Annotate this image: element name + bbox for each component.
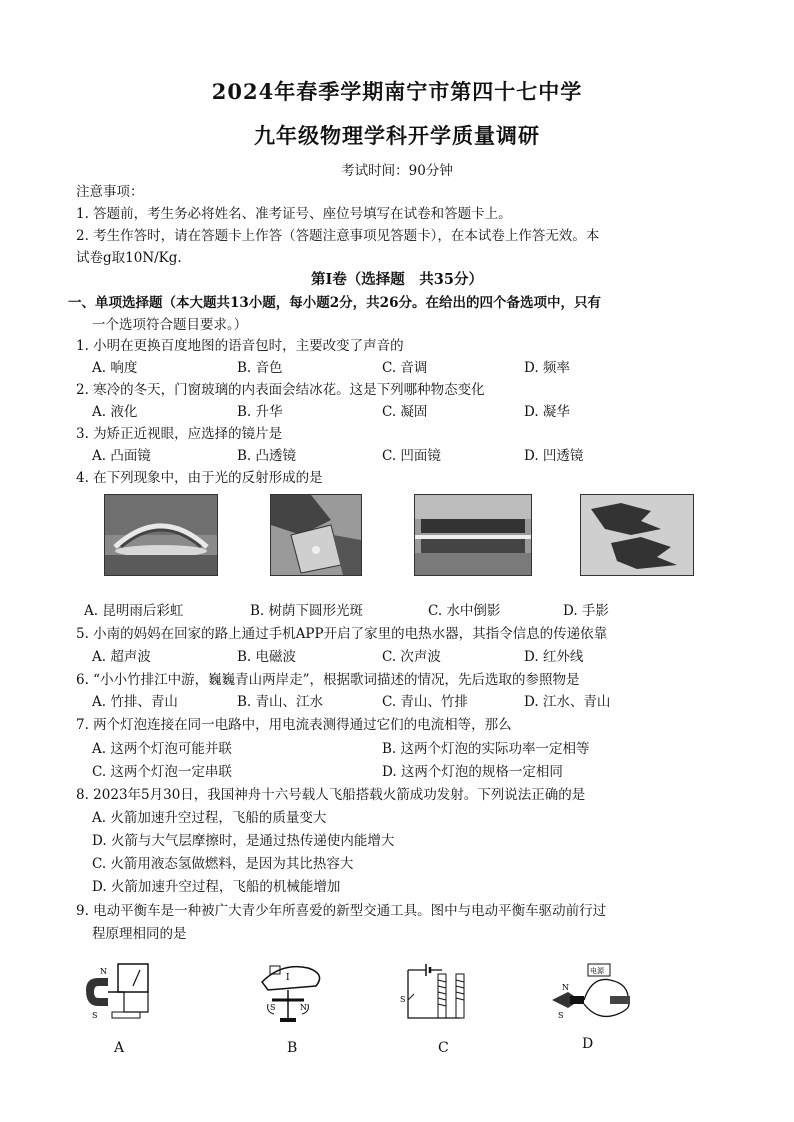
option-d: D. 凹透镜 (524, 448, 584, 464)
notes-item-2: 2. 考生作答时，请在答题卡上作答（答题注意事项见答题卡），在本试卷上作答无效。本 (76, 228, 600, 244)
option-d: D. 这两个灯泡的规格一定相同 (382, 764, 563, 780)
part-heading: 一、单项选择题（本大题共13小题，每小题2分，共26分。在给出的四个备选项中，只有 (68, 295, 601, 311)
option-c: C. 这两个灯泡一定串联 (92, 764, 232, 780)
question-8-stem: 8. 2023年5月30日，我国神舟十六号载人飞船搭载火箭成功发射。下列说法正确的是 (76, 787, 586, 803)
question-1-stem: 1. 小明在更换百度地图的语音包时，主要改变了声音的 (76, 338, 404, 354)
option-b: B. 升华 (237, 404, 283, 420)
question-4-option-a: A. 昆明雨后彩虹 (84, 603, 184, 619)
option-d: D. 频率 (524, 360, 570, 376)
option-a: A. 凸面镜 (92, 448, 151, 464)
figure-label-c: C (438, 1040, 449, 1056)
question-8-option-c: C. 火箭用液态氢做燃料，是因为其比热容大 (92, 856, 354, 872)
option-a: A. 这两个灯泡可能并联 (92, 741, 232, 757)
figure-c-electromagnet (400, 960, 480, 1028)
label-i: I (286, 973, 290, 983)
label-n: N (562, 983, 569, 992)
label-n: N (100, 967, 107, 976)
option-b: B. 这两个灯泡的实际功率一定相等 (382, 741, 590, 757)
figure-label-b: B (287, 1040, 298, 1056)
exam-subtitle: 九年级物理学科开学质量调研 (254, 123, 540, 148)
option-c: C. 音调 (382, 360, 428, 376)
notes-item-1: 1. 答题前，考生务必将姓名、准考证号、座位号填写在试卷和答题卡上。 (76, 206, 512, 222)
label-s: S (558, 1011, 564, 1020)
option-a: A. 响度 (92, 360, 138, 376)
option-c: C. 次声波 (382, 649, 441, 665)
question-4-option-d: D. 手影 (563, 603, 609, 619)
question-7-stem: 7. 两个灯泡连接在同一电路中，用电流表测得通过它们的电流相等，那么 (76, 717, 512, 733)
option-d: D. 红外线 (524, 649, 584, 665)
question-6-options (92, 690, 742, 710)
question-7-options-row1 (92, 737, 742, 757)
notes-heading: 注意事项： (76, 184, 144, 200)
figure-d-motor (548, 960, 640, 1028)
figure-label-d: D (582, 1036, 594, 1052)
question-4-option-b: B. 树荫下圆形光斑 (250, 603, 364, 619)
label-power-source: 电源 (590, 967, 604, 975)
option-b: B. 音色 (237, 360, 283, 376)
exam-time: 考试时间：90分钟 (341, 163, 453, 179)
exam-title: 2024年春季学期南宁市第四十七中学 (211, 79, 583, 104)
question-8-option-d: D. 火箭加速升空过程，飞船的机械能增加 (92, 879, 341, 895)
option-a: A. 液化 (92, 404, 138, 420)
label-n: N (300, 1003, 307, 1012)
question-2-stem: 2. 寒冷的冬天，门窗玻璃的内表面会结冰花。这是下列哪种物态变化 (76, 382, 485, 398)
figure-b-oersted (252, 960, 332, 1028)
hand-shadow-photo (580, 494, 694, 576)
label-s: S (400, 995, 406, 1004)
option-a: A. 竹排、青山 (92, 694, 178, 710)
question-1-options (92, 356, 742, 376)
label-s: S (270, 1003, 276, 1012)
rainbow-photo (104, 494, 218, 576)
option-a: A. 超声波 (92, 649, 151, 665)
water-reflection-photo (414, 494, 532, 576)
figure-a-galvanometer (82, 960, 162, 1028)
question-5-stem: 5. 小南的妈妈在回家的路上通过手机APP开启了家里的电热水器，其指令信息的传递依靠 (76, 626, 608, 642)
question-6-stem: 6. “小小竹排江中游，巍巍青山两岸走”，根据歌词描述的情况，先后选取的参照物是 (76, 672, 580, 688)
option-c: C. 青山、竹排 (382, 694, 468, 710)
question-2-options (92, 400, 742, 420)
option-c: C. 凝固 (382, 404, 428, 420)
label-s: S (92, 1011, 98, 1020)
question-4-stem: 4. 在下列现象中，由于光的反射形成的是 (76, 470, 323, 486)
option-d: D. 江水、青山 (524, 694, 611, 710)
question-8-option-a: A. 火箭加速升空过程，飞船的质量变大 (92, 810, 327, 826)
question-9-stem-cont: 程原理相同的是 (92, 926, 187, 942)
question-7-options-row2 (92, 760, 742, 780)
question-3-stem: 3. 为矫正近视眼，应选择的镜片是 (76, 426, 283, 442)
question-3-options (92, 444, 742, 464)
question-5-options (92, 645, 742, 665)
option-b: B. 凸透镜 (237, 448, 297, 464)
option-b: B. 青山、江水 (237, 694, 324, 710)
tree-shade-photo (270, 494, 362, 576)
figure-label-a: A (114, 1040, 125, 1056)
question-8-option-b: D. 火箭与大气层摩擦时，是通过热传递使内能增大 (92, 833, 395, 849)
section-title: 第Ⅰ卷（选择题 共35分） (311, 271, 483, 288)
part-heading-cont: 一个选项符合题目要求。） (92, 317, 248, 333)
notes-item-2-cont: 试卷g取10N/Kg. (76, 250, 182, 266)
option-b: B. 电磁波 (237, 649, 297, 665)
option-c: C. 凹面镜 (382, 448, 441, 464)
option-d: D. 凝华 (524, 404, 570, 420)
question-9-stem: 9. 电动平衡车是一种被广大青少年所喜爱的新型交通工具。图中与电动平衡车驱动前行过 (76, 903, 607, 919)
question-4-option-c: C. 水中倒影 (428, 603, 501, 619)
